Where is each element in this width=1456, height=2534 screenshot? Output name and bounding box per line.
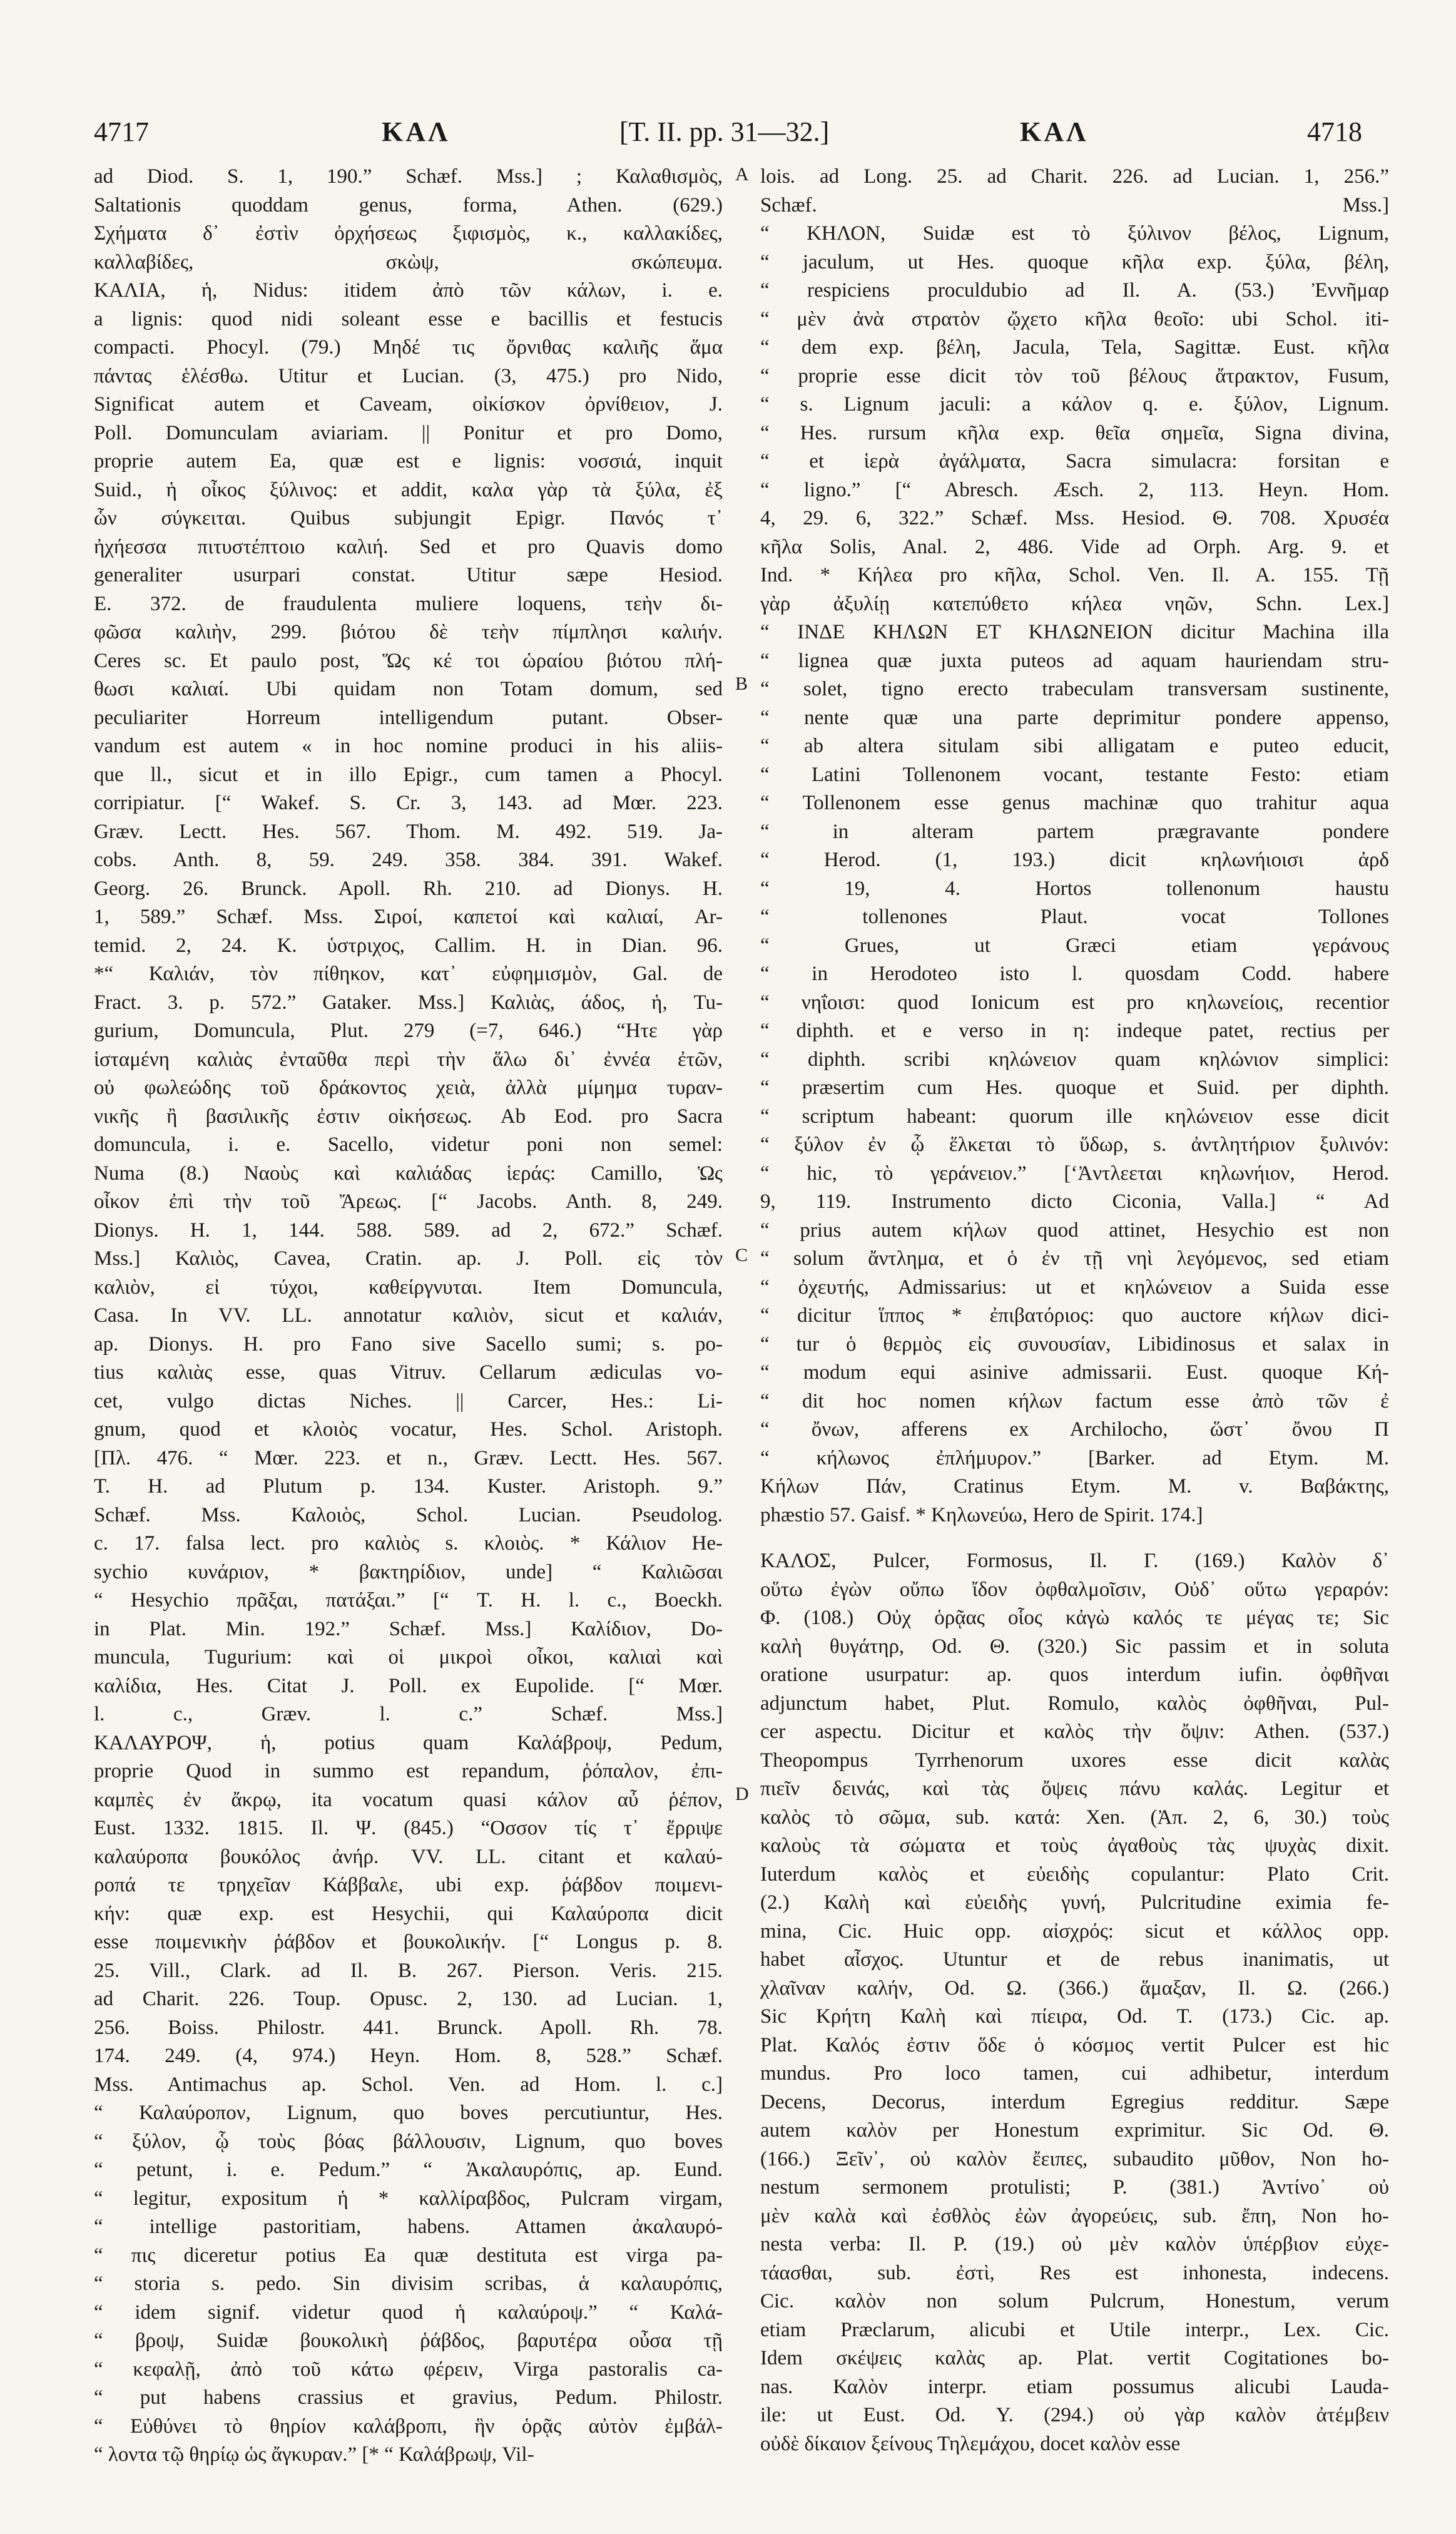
text-line: Fract. 3. p. 572.” Gataker. Mss.] Καλιὰς, άδος, ἡ, Tu- [94,991,723,1014]
text-line: Cic. καλὸν non solum Pulcrum, Honestum, verum [760,2290,1389,2312]
text-line: “ ὀχευτής, Admissarius: ut et κηλώνειον a Suida esse [760,1275,1389,1299]
text-line: “ modum equi asinive admissarii. Eust. quoque Κή- [760,1361,1389,1384]
text-line: “ legitur, expositum ἡ * καλλίραβδος, Pulcram virgam, [94,2187,723,2210]
text-line: Σχήματα δ᾽ ἐστὶν ὀρχήσεως ξιφισμὸς, κ., καλλακίδες, [94,222,723,245]
text-line: que ll., sicut et in illo Epigr., cum tamen a Phocyl. [94,763,723,786]
text-line: tius καλιὰς esse, quas Vitruv. Cellarum ædiculas vo- [94,1361,723,1384]
text-line: compacti. Phocyl. (79.) Μηδέ τις ὄρνιθας καλιῆς ἅμα [94,336,723,359]
text-line: “ Latini Tollenonem vocant, testante Festo: etiam [760,763,1389,786]
text-line: “ νηΐοισι: quod Ionicum est pro κηλωνείοις, recentior [760,991,1389,1014]
text-line: “ solum ἄντλημα, et ὁ ἐν τῇ νηὶ λεγόμενος, sed etiam [760,1247,1389,1270]
text-line: φῶσα καλιὴν, 299. βιότου δὲ τεὴν πίμπλησι καλιήν. [94,621,723,643]
text-line: proprie Quod in summo est repandum, ῥόπαλον, ἐπι- [94,1760,723,1782]
text-line: Decens, Decorus, interdum Egregius redditur. Sæpe [760,2090,1389,2113]
text-line: “ nente quæ una parte deprimitur pondere appenso, [760,706,1389,729]
text-line: “ præsertim cum Hes. quoque et Suid. per diphth. [760,1076,1389,1099]
text-line: esse ποιμενικὴν ῥάβδον et βουκολικήν. [“ Longus p. 8. [94,1931,723,1953]
page-header [94,116,1362,153]
text-line: (166.) Ξεῖν᾽, οὐ καλὸν ἔειπες, subaudito μῦθον, Non ho- [760,2147,1389,2170]
text-line: gurium, Domuncula, Plut. 279 (=7, 646.) “Ητε γὰρ [94,1019,723,1042]
text-line: καλὴ θυγάτηρ, Od. Θ. (320.) Sic passim et in soluta [760,1635,1389,1658]
text-line: “ jaculum, ut Hes. quoque κῆλα exp. ξύλα, βέλη, [760,250,1389,273]
text-line: phæstio 57. Gaisf. * Κηλωνεύω, Hero de Spirit. 174.] [760,1503,1203,1526]
text-line: Suid., ἡ οἶκος ξύλινος: et addit, καλα γὰρ τὰ ξύλα, ἐξ [94,478,723,501]
text-line: l. c., Græv. l. c.” Schæf. Mss.] [94,1703,723,1725]
text-line: “ μὲν ἀνὰ στρατὸν ᾤχετο κῆλα θεοῖο: ubi Schol. iti- [760,307,1389,330]
text-line: adjunctum habet, Plut. Romulo, καλὸς ὀφθῆναι, Pul- [760,1692,1389,1715]
text-line: “ intellige pastoritiam, habens. Attamen ἀκαλαυρό- [94,2215,723,2238]
text-line: οὐδὲ δίκαιον ξείνους Τηλεμάχου, docet καλὸν esse [760,2432,1181,2455]
text-line: καλαύροπα βουκόλος ἀνήρ. VV. LL. citant et καλαύ- [94,1845,723,1868]
text-line: habet αἶσχος. Utuntur et de rebus inanimatis, ut [760,1948,1389,1971]
text-line: nas. Καλὸν interpr. etiam possumus alicubi Lauda- [760,2375,1389,2398]
text-line: vandum est autem « in hoc nomine produci in his aliis- [94,735,723,757]
text-line: “ in Herodoteo isto l. quosdam Codd. habere [760,963,1389,985]
text-line: “ scriptum habeant: quorum ille κηλώνειον esse dicit [760,1105,1389,1128]
text-line: “ Εὐθύνει τὸ θηρίον καλάβροπι, ἣν ὁρᾷς αὐτὸν ἐμβάλ- [94,2414,723,2438]
text-line: “ prius autem κήλων quod attinet, Hesychio est non [760,1218,1389,1242]
text-line: Georg. 26. Brunck. Apoll. Rh. 210. ad Dionys. H. [94,877,723,900]
text-line: “ put habens crassius et gravius, Pedum. Philostr. [94,2386,723,2409]
text-line: (2.) Καλὴ καὶ εὐειδὴς γυνή, Pulcritudine eximia fe- [760,1891,1389,1914]
left-column [94,163,723,2470]
margin-letter-d: D [735,1784,749,1804]
page-number-right: 4718 [1307,116,1362,147]
text-line: peculiariter Horreum intelligendum putant. Obser- [94,706,723,729]
text-line: “ respiciens proculdubio ad Il. A. (53.) Ἐννῆμαρ [760,279,1389,302]
text-line: “ petunt, i. e. Pedum.” “ Ἀκαλαυρόπις, ap. Eund. [94,2158,723,2181]
text-line: 256. Boiss. Philostr. 441. Brunck. Apoll. Rh. 78. [94,2016,723,2039]
text-line: ad Charit. 226. Toup. Opusc. 2, 130. ad Lucian. 1, [94,1988,723,2010]
text-line: Iuterdum καλὸς et εὐειδὴς copulantur: Plato Crit. [760,1862,1389,1886]
text-line: Dionys. H. 1, 144. 588. 589. ad 2, 672.” Schæf. [94,1218,723,1242]
text-line: “ diphth. scribi κηλώνειον quam κηλώνιον simplici: [760,1048,1389,1071]
text-line: καλοὺς τὰ σώματα et τοὺς ἀγαθοὺς τὰς ψυχὰς dixit. [760,1834,1389,1857]
text-line: Poll. Domunculam aviariam. || Ponitur et pro Domo, [94,421,723,444]
text-line: Mss. Antimachus ap. Schol. Ven. ad Hom. l. c.] [94,2073,723,2096]
margin-letter-b: B [735,673,748,694]
text-line: Saltationis quoddam genus, forma, Athen. (629.) [94,193,723,217]
text-line: cer aspectu. Dicitur et καλὸς τὴν ὄψιν: Athen. (537.) [760,1720,1389,1743]
text-line: mundus. Pro loco tamen, cui adhibetur, interdum [760,2062,1389,2085]
text-line: κῆλα Solis, Anal. 2, 486. Vide ad Orph. Arg. 9. et [760,535,1389,558]
text-line: 174. 249. (4, 974.) Heyn. Hom. 8, 528.” Schæf. [94,2045,723,2067]
text-line: Græv. Lectt. Hes. 567. Thom. M. 492. 519. Ja- [94,820,723,843]
text-line: 4, 29. 6, 322.” Schæf. Mss. Hesiod. Θ. 708. Χρυσέα [760,507,1389,529]
text-line: cet, vulgo dictas Niches. || Carcer, Hes.: Li- [94,1389,723,1413]
text-line: a lignis: quod nidi soleant esse e bacillis et festucis [94,307,723,330]
text-line: καλὸς τὸ σῶμα, sub. κατά: Xen. (Ἀπ. 2, 6, 30.) τοὺς [760,1806,1389,1829]
text-line: “ proprie esse dicit τὸν τοῦ βέλους ἄτρακτον, Fusum, [760,364,1389,387]
text-line: ile: ut Eust. Od. Υ. (294.) οὐ γὰρ καλὸν ἀτέμβειν [760,2404,1389,2426]
text-line: nesta verba: Il. P. (19.) οὐ μὲν καλὸν ὑπέρβιον εὐχε- [760,2233,1389,2256]
text-line: καμπὲς ἐν ἄκρῳ, ita vocatum quasi κάλον αὖ ῥέπον, [94,1788,723,1811]
text-line: “ ξύλον ἐν ᾧ ἕλκεται τὸ ὕδωρ, s. ἀντλητήριον ξυλινόν: [760,1133,1389,1156]
text-line: “ ab altera situlam sibi alligatam e puteo educit, [760,735,1389,757]
text-line: generaliter usurpari constat. Utitur sæpe Hesiod. [94,564,723,586]
text-line: ὧν σύγκειται. Quibus subjungit Epigr. Πανός τ᾽ [94,507,723,529]
text-line: etiam Præclarum, alicubi et Utile interpr., Lex. Cic. [760,2318,1389,2341]
text-line: πάντας ἑλέσθω. Utitur et Lucian. (3, 475.) pro Nido, [94,364,723,387]
text-line: οὐ φωλεώδης τοῦ δράκοντος χειὰ, ἀλλὰ μίμημα τυραν- [94,1076,723,1099]
text-line: “ ξύλον, ᾧ τοὺς βόας βάλλουσιν, Lignum, quo boves [94,2130,723,2153]
text-line: πιεῖν δεινάς, καὶ τὰς ὄψεις πάνυ καλάς. Legitur et [760,1777,1389,1800]
text-line: proprie autem Ea, quæ est e lignis: νοσσιά, inquit [94,450,723,473]
text-line: κήν: quæ exp. est Hesychii, qui Καλαύροπα dicit [94,1902,723,1925]
text-line: “ idem signif. videtur quod ἡ καλαύροψ.” “ Καλά- [94,2301,723,2324]
text-line: νικῆς ἢ βασιλικῆς ἐστιν οἰκήσεως. Ab Eod. pro Sacra [94,1105,723,1128]
text-line: mina, Cic. Huic opp. αἰσχρός: sicut et κάλλος opp. [760,1919,1389,1943]
text-line: Mss.] Καλιὸς, Cavea, Cratin. ap. J. Poll. εἰς τὸν [94,1247,723,1270]
text-line: “ 19, 4. Hortos tollenonum haustu [760,877,1389,900]
text-line: gnum, quod et κλοιὸς vocatur, Hes. Schol. Aristoph. [94,1418,723,1441]
text-line: καλλαβίδες, σκὼψ, σκώπευμα. [94,250,723,273]
text-line: “ ΙΝΔΕ ΚΗΛΩΝ ΕΤ ΚΗΛΩΝΕΙΟΝ dicitur Machina illa [760,621,1389,643]
margin-letter-a: A [735,164,749,185]
entry-kelon [760,163,1389,1530]
text-line: “ lignea quæ juxta puteos ad aquam hauriendam stru- [760,649,1389,672]
margin-letter-c: C [735,1245,748,1265]
text-line: “ diphth. et e verso in η: indeque patet, rectius per [760,1019,1389,1042]
text-line: Eust. 1332. 1815. Il. Ψ. (845.) “Οσσον τίς τ᾽ ἔρριψε [94,1817,723,1839]
text-line: “ κήλωνος ἐπλήμυρον.” [Barker. ad Etym. M. [760,1446,1389,1469]
text-line: “ λοντα τῷ θηρίῳ ὡς ἄγκυραν.” [* “ Καλάβρωψ, Vil- [94,2443,534,2466]
text-line: θωσι καλιαί. Ubi quidam non Totam domum, sed [94,678,723,700]
text-line: καλιὸν, εἰ τύχοι, καθείργνυται. Item Domuncula, [94,1275,723,1299]
text-line: autem καλὸν per Honestum exprimitur. Sic Od. Θ. [760,2119,1389,2142]
text-line: τάασθαι, sub. ἐστὶ, Res est inhonesta, indecens. [760,2261,1389,2284]
text-line: Significat autem et Caveam, οἰκίσκον ὀρνίθειον, J. [94,393,723,416]
text-line: c. 17. falsa lect. pro καλιὸς s. κλοιὸς. * Κάλιον He- [94,1532,723,1555]
running-head-right: ΚΑΛ [1020,116,1089,147]
text-line: “ solet, tigno erecto trabeculam transversam sustinente, [760,678,1389,700]
text-line: Ceres sc. Et paulo post, Ὥς κέ τοι ὡραίου βιότου πλή- [94,649,723,672]
text-line: “ Hesychio πρᾶξαι, πατάξαι.” [“ T. H. l. c., Boeckh. [94,1589,723,1612]
text-line: ΚΑΛΟΣ, Pulcer, Formosus, Il. Γ. (169.) Καλὸν δ᾽ [760,1550,1389,1572]
text-line: “ ligno.” [“ Abresch. Æsch. 2, 113. Heyn. Hom. [760,478,1389,501]
volume-reference: [T. II. pp. 31—32.] [619,116,830,147]
text-line: in Plat. Min. 192.” Schæf. Mss.] Καλίδιον, Do- [94,1617,723,1640]
text-line: “ in alteram partem prægravante pondere [760,820,1389,843]
text-line: “ κεφαλῇ, ἀπὸ τοῦ κάτω φέρειν, Virga pastoralis ca- [94,2358,723,2381]
text-line: muncula, Tugurium: καὶ οἱ μικροὶ οἶκοι, καλιαὶ καὶ [94,1646,723,1668]
text-line: temid. 2, 24. K. ὑστριχος, Callim. H. in Dian. 96. [94,934,723,957]
text-line: ΚΑΛΑΥΡΟΨ, ἡ, potius quam Καλάβροψ, Pedum, [94,1731,723,1754]
running-head-left: ΚΑΛ [382,116,451,147]
text-line: “ ὄνων, afferens ex Archilocho, ὥστ᾽ ὄνου Π [760,1418,1389,1441]
text-line: “ Καλαύροπον, Lignum, quo boves percutiuntur, Hes. [94,2102,723,2124]
text-line: corripiatur. [“ Wakef. S. Cr. 3, 143. ad Mœr. 223. [94,792,723,814]
text-line: χλαῖναν καλήν, Od. Ω. (366.) ἅμαξαν, Il. Ω. (266.) [760,1976,1389,2000]
text-line: ΚΑΛΙΑ, ἡ, Nidus: itidem ἀπὸ τῶν κάλων, i. e. [94,279,723,302]
right-column [760,163,1389,2458]
text-line: Schæf. Mss. Καλοιὸς, Schol. Lucian. Pseudolog. [94,1503,723,1526]
text-line: “ πις diceretur potius Ea quæ destituta est virga pa- [94,2244,723,2267]
text-line: “ hic, τὸ γεράνειον.” [‘Ἀντλεεται κηλωνήιον, Herod. [760,1162,1389,1185]
text-line: oratione usurpatur: ap. quos interdum iufin. ὀφθῆναι [760,1663,1389,1686]
text-line: “ dit hoc nomen κήλων factum esse ἀπὸ τῶν ἐ [760,1389,1389,1413]
text-line: “ tollenones Plaut. vocat Tollones [760,906,1389,928]
text-line: ad Diod. S. 1, 190.” Schæf. Mss.] ; Καλαθισμὸς, [94,165,723,188]
text-line: “ Grues, ut Græci etiam γεράνους [760,934,1389,957]
text-line: “ dem exp. βέλη, Jacula, Tela, Sagittæ. Eust. κῆλα [760,336,1389,359]
text-line: μὲν καλὰ καὶ ἐσθλὸς ἐὼν ἀγορεύεις, sub. ἔπη, Non ho- [760,2204,1389,2227]
text-line: οὕτω ἐγὼν οὔπω ἴδον ὀφθαλμοῖσιν, Οὐδ᾽ οὕτω γεραρόν: [760,1578,1389,1601]
text-line: Schæf. Mss.] [760,193,1389,217]
text-line: 1, 589.” Schæf. Mss. Σιροί, καπετοί καὶ καλιαί, Ar- [94,906,723,928]
text-line: οἶκον ἐπὶ τὴν τοῦ Ἄρεως. [“ Jacobs. Anth. 8, 249. [94,1190,723,1213]
text-line: Sic Κρήτη Καλὴ καὶ πίειρα, Od. Τ. (173.) Cic. ap. [760,2005,1389,2028]
text-line: sychio κυνάριον, * βακτηρίδιον, unde] “ Καλιῶσαι [94,1560,723,1583]
text-line: καλίδια, Hes. Citat J. Poll. ex Eupolide. [“ Mœr. [94,1674,723,1697]
text-line: ἱσταμένη καλιὰς ἐνταῦθα περὶ τὴν ἅλω δι᾽ ἐννέα ἐτῶν, [94,1048,723,1071]
text-line: “ Hes. rursum κῆλα exp. θεῖα σημεῖα, Signa divina, [760,421,1389,444]
text-line: “ Tollenonem esse genus machinæ quo trahitur aqua [760,792,1389,814]
text-line: *“ Καλιάν, τὸν πίθηκον, κατ᾽ εὐφημισμὸν, Gal. de [94,963,723,985]
text-line: “ et ἱερὰ ἀγάλματα, Sacra simulacra: forsitan e [760,450,1389,473]
text-line: 9, 119. Instrumento dicto Ciconia, Valla.] “ Ad [760,1190,1389,1213]
text-line: 25. Vill., Clark. ad Il. B. 267. Pierson. Veris. 215. [94,1959,723,1982]
text-line: Κήλων Πάν, Cratinus Etym. M. v. Βαβάκτης, [760,1475,1389,1498]
text-line: T. H. ad Plutum p. 134. Kuster. Aristoph. 9.” [94,1475,723,1498]
text-line: ἠχήεσσα πιτυστέπτοιο καλιή. Sed et pro Quavis domo [94,535,723,558]
text-line: “ storia s. pedo. Sin divisim scribas, ἁ καλαυρόπις, [94,2272,723,2295]
text-line: Φ. (108.) Οὐχ ὁρᾷας οἷος κἀγὼ καλός τε μέγας τε; Sic [760,1607,1389,1629]
text-line: Theopompus Tyrrhenorum uxores esse dicit καλὰς [760,1749,1389,1772]
entry-kalos [760,1547,1389,2458]
text-line: [Πλ. 476. “ Mœr. 223. et n., Græv. Lectt. Hes. 567. [94,1446,723,1469]
text-line: E. 372. de fraudulenta muliere loquens, τεὴν δι- [94,592,723,615]
text-line: “ Herod. (1, 193.) dicit κηλωνήιοισι ἀρδ [760,849,1389,871]
text-line: ροπά τε τρηχεῖαν Κάββαλε, ubi exp. ῥάβδον ποιμενι- [94,1874,723,1896]
page-number-left: 4717 [94,116,149,147]
text-line: domuncula, i. e. Sacello, videtur poni non semel: [94,1133,723,1156]
text-line: “ dicitur ἵππος * ἐπιβατόριος: quo auctore κήλων dici- [760,1304,1389,1327]
text-line: “ tur ὁ θερμὸς εἰς συνουσίαν, Libidinosus et salax in [760,1332,1389,1356]
text-line: “ s. Lignum jaculi: a κάλον q. e. ξύλον, Lignum. [760,393,1389,416]
text-line: Casa. In VV. LL. annotatur καλιὸν, sicut et καλιάν, [94,1304,723,1327]
text-line: “ βροψ, Suidæ βουκολικὴ ῥάβδος, βαρυτέρα οὖσα τῇ [94,2329,723,2352]
text-line: “ ΚΗΛΟΝ, Suidæ est τὸ ξύλινον βέλος, Lignum, [760,222,1389,245]
text-line: ap. Dionys. H. pro Fano sive Sacello sumi; s. po- [94,1332,723,1356]
text-line: lois. ad Long. 25. ad Charit. 226. ad Lucian. 1, 256.” [760,165,1389,188]
text-line: γὰρ ἀξυλίῃ κατεπύθετο κήλεα νηῶν, Schn. Lex.] [760,592,1389,615]
text-line: cobs. Anth. 8, 59. 249. 358. 384. 391. Wakef. [94,849,723,871]
text-line: Plat. Καλός ἐστιν ὅδε ὁ κόσμος vertit Pulcer est hic [760,2033,1389,2056]
text-line: nestum sermonem protulisti; P. (381.) Ἀντίνο᾽ οὐ [760,2176,1389,2199]
text-line: Idem σκέψεις καλὰς ap. Plat. vertit Cogitationes bo- [760,2347,1389,2369]
text-line: Ind. * Κήλεα pro κῆλα, Schol. Ven. Il. A. 155. Τῇ [760,564,1389,586]
text-line: Numa (8.) Ναοὺς καὶ καλιάδας ἱεράς: Camillo, Ὡς [94,1162,723,1185]
